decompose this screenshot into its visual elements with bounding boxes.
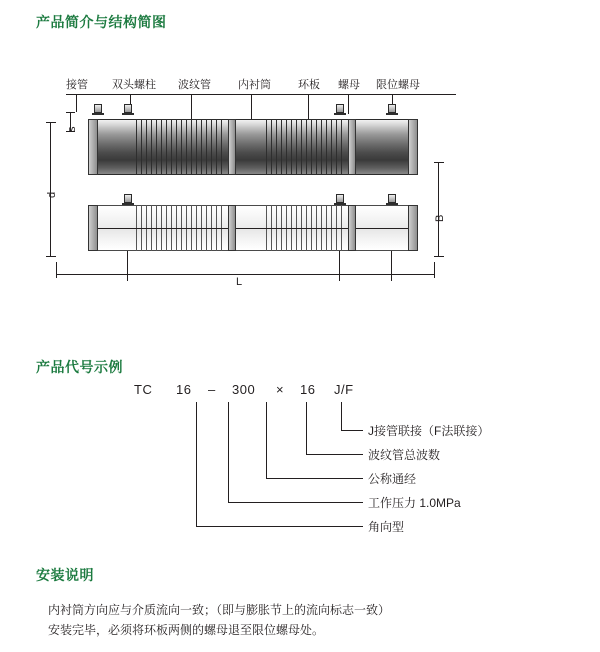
nut-upper-right-2	[388, 104, 396, 113]
dim-B-tick-bottom	[434, 256, 444, 257]
structure-diagram	[36, 62, 556, 292]
callout-label-liner: 内衬筒	[238, 79, 271, 91]
ring-plate-upper-right	[348, 119, 356, 175]
callout-label-double-end-stud: 双头螺柱	[112, 79, 156, 91]
dim-L-line	[56, 274, 435, 275]
code-leader-waves	[306, 402, 307, 454]
dim-L-ext-right	[434, 262, 435, 278]
code-tick-diameter	[266, 478, 363, 479]
stud-tail-lower-left	[127, 251, 128, 281]
flange-upper-left	[88, 119, 98, 175]
dim-B-label: B	[434, 214, 446, 222]
bellows-convolutions-upper-right	[266, 119, 346, 175]
code-token-times: ×	[276, 382, 285, 397]
dim-s-tick-top	[66, 112, 75, 113]
flange-lower-left	[88, 205, 98, 251]
nut-upper-left-1	[94, 104, 102, 113]
leader-ring-plate	[308, 94, 309, 122]
code-token-pressure: 16	[176, 382, 192, 397]
stud-tail-lower-right	[339, 251, 340, 281]
stud-upper-right-1	[334, 113, 346, 115]
code-tick-type	[196, 526, 363, 527]
callout-label-limit-nut: 限位螺母	[376, 79, 420, 91]
stud-lower-limit-top	[386, 203, 398, 205]
code-leader-pressure	[228, 402, 229, 502]
ring-plate-lower-mid	[228, 205, 236, 251]
nut-upper-left-2	[124, 104, 132, 113]
leader-nut	[348, 94, 349, 114]
stud-lower-left-top	[122, 203, 134, 205]
ring-plate-lower-right	[348, 205, 356, 251]
code-tick-connection	[341, 430, 363, 431]
code-token-waves: 16	[300, 382, 316, 397]
bellows-convolutions-upper-left	[136, 119, 226, 175]
code-note-waves: 波纹管总波数	[368, 448, 441, 462]
dim-L-label: L	[236, 276, 243, 288]
stud-lower-right-top	[334, 203, 346, 205]
code-note-connection: J接管联接（F法联接）	[368, 424, 490, 438]
nut-upper-right-1	[336, 104, 344, 113]
dim-d-line	[50, 122, 51, 257]
code-note-type: 角向型	[368, 520, 405, 534]
code-tick-pressure	[228, 502, 363, 503]
install-note-1: 内衬筒方向应与介质流向一致；（即与膨胀节上的流向标志一致）	[48, 603, 391, 617]
code-note-diameter: 公称通经	[368, 472, 417, 486]
code-note-pressure: 工作压力 1.0MPa	[368, 496, 461, 510]
ring-plate-upper-mid	[228, 119, 236, 175]
dim-L-ext-left	[56, 262, 57, 278]
install-note-2: 安装完毕，必须将环板两侧的螺母退至限位螺母处。	[48, 623, 325, 637]
section-title-structure: 产品简介与结构简图	[36, 14, 167, 30]
centerline-lower	[88, 228, 418, 229]
nut-lower-limit-top	[388, 194, 396, 203]
dim-B-line	[438, 162, 439, 257]
callout-label-bellows: 波纹管	[178, 79, 211, 91]
dim-d-tick-bottom	[46, 256, 56, 257]
code-leader-type	[196, 402, 197, 526]
stud-tail-lower-limit	[391, 251, 392, 281]
code-token-type: TC	[134, 382, 153, 397]
callout-baseline	[66, 94, 456, 95]
code-token-dash: –	[208, 382, 216, 397]
dim-d-tick-top	[46, 122, 56, 123]
leader-nozzle	[76, 94, 77, 112]
dim-B-tick-top	[434, 162, 444, 163]
dim-s-label: s	[66, 126, 78, 132]
flange-upper-right	[408, 119, 418, 175]
callout-label-nut: 螺母	[338, 79, 360, 91]
code-tick-waves	[306, 454, 363, 455]
callout-label-ring-plate: 环板	[298, 79, 320, 91]
callout-label-nozzle: 接管	[66, 79, 88, 91]
stud-upper-left-2	[122, 113, 134, 115]
flange-lower-right	[408, 205, 418, 251]
nut-lower-right-top	[336, 194, 344, 203]
section-title-install: 安装说明	[36, 567, 94, 583]
code-token-diameter: 300	[232, 382, 256, 397]
install-notes	[48, 600, 568, 640]
section-title-code: 产品代号示例	[36, 359, 123, 375]
code-leader-diameter	[266, 402, 267, 478]
dim-d-label: d	[46, 191, 58, 198]
stud-upper-left-1	[92, 113, 104, 115]
code-token-connection: J/F	[334, 382, 354, 397]
code-example-diagram	[36, 382, 556, 542]
nut-lower-left-top	[124, 194, 132, 203]
code-leader-connection	[341, 402, 342, 430]
stud-upper-right-2	[386, 113, 398, 115]
